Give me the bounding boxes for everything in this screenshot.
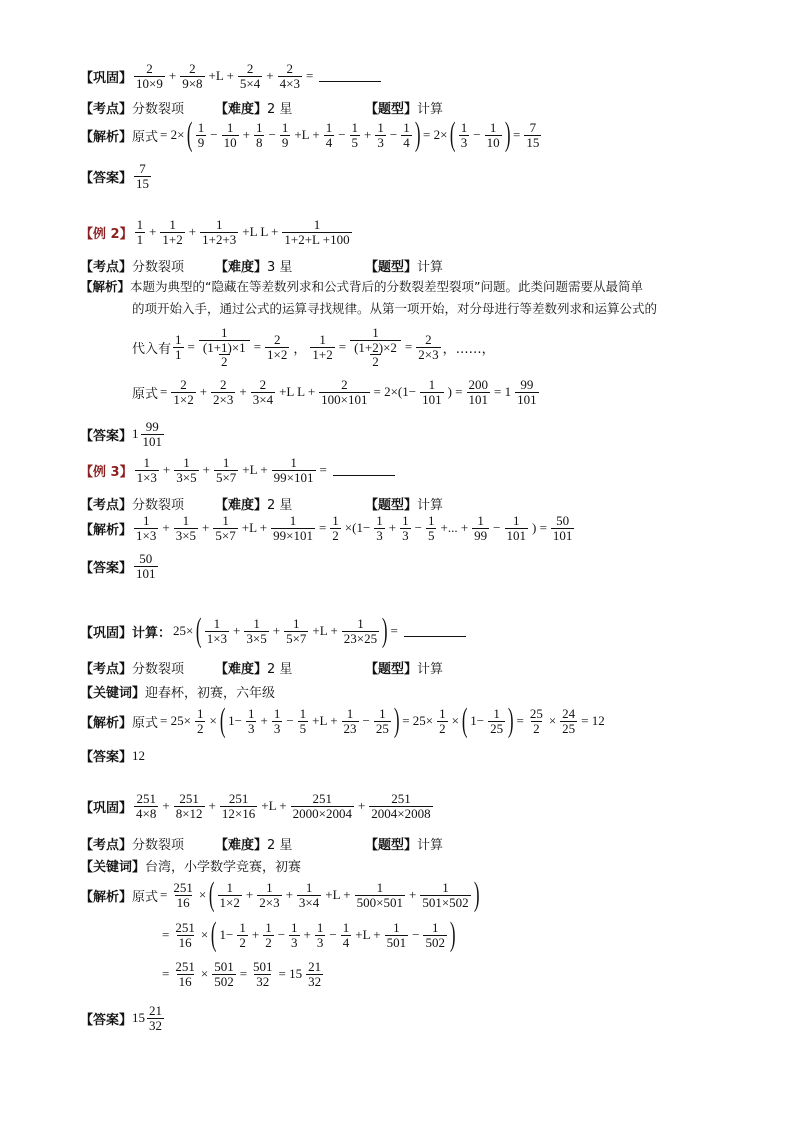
analysis: 【解析】 原式 = 25× $\frac{1}{2}$ × ( 1− $\frac{1}{3}$ + $\frac{1}{3}$ − $\frac{1}{5}$ +L + $\frac{1}{23}$ − $\frac{1}{25}$ ) = 25× $\frac{1}{2}$ × ( 1− $\frac{1}{25}$ ) = $\frac{25}{2}$ × $\frac{24}{25}$ = 12 — [80, 702, 605, 739]
keywords-row: 【关键词】 迎春杯，初赛，六年级 — [80, 682, 275, 701]
analysis-text: 【解析】本题为典型的“隐藏在等差数列求和公式背后的分数裂差型裂项”问题。此类问题需要从最简单 的项开始入手，通过公式的运算寻找规律。从第一项开始，对分母进行等差数列求和运算公式的 — [80, 279, 658, 316]
answer-blank — [319, 71, 381, 82]
meta-row: 【考点】分数裂项 【难度】3 星 【题型】计算 — [80, 260, 444, 275]
keywords-row: 【关键词】 台湾，小学数学竞赛，初赛 — [80, 860, 302, 875]
analysis-substitution: 代入有 $\frac{1}{1}$ = $\frac{1}{\frac{(1+1)\times 1}{2}}$ = $\frac{2}{1\times 2}$ ， $\frac{1}{1+2}$ = $\frac{1}{\frac{(1+2)\times 2}{2}}$ = $\frac{2}{2\times 3}$ ，……， — [132, 325, 495, 370]
tixing-value: 计算 — [417, 102, 444, 117]
analysis-line-3: = $\frac{251}{16}$ × $\frac{501}{502}$ = $\frac{501}{32}$ = 15 $\frac{21}{32}$ — [162, 959, 322, 989]
problem-gonggu-2: 【巩固】 计算： 25× ( $\frac{1}{1\times 3}$ + $\frac{1}{3\times 5}$ + $\frac{1}{5\times 7}$ +L + $\frac{1}{23\times 25}$ ) = — [80, 614, 466, 648]
label-example-2: 【例 2】 — [80, 226, 133, 242]
answer-row: 【答案】 15 $\frac{21}{32}$ — [80, 1003, 163, 1033]
expression: $\frac{2}{10\times 9}$ + $\frac{2}{9\times 8}$ +L + $\frac{2}{5\times 4}$ + $\frac{2}{4\times 3}$ = — [132, 62, 381, 90]
keywords: 迎春杯，初赛，六年级 — [145, 686, 276, 701]
analysis-result: 原式 = $\frac{2}{1\times 2}$ + $\frac{2}{2\times 3}$ + $\frac{2}{3\times 4}$ +L L + $\frac{2}{100\times 101}$ = 2×(1− $\frac{1}{101}$ ) = $\frac{200}{101}$ = 1 $\frac{99}{101}$ — [132, 377, 537, 407]
problem-example-3: 【例 3】 $\frac{1}{1\times 3}$ + $\frac{1}{3\times 5}$ + $\frac{1}{5\times 7}$ +L + $\frac{1}{99\times 101}$ = — [80, 456, 395, 484]
difficulty-value: 2 星 — [267, 102, 293, 117]
answer-row: 【答案】 $\frac{7}{15}$ — [80, 161, 150, 191]
problem-example-2: 【例 2】 $\frac{1}{1}$ + $\frac{1}{1+2}$ + $\frac{1}{1+2+3}$ +L L + $\frac{1}{1+2+L +100}$ — [80, 217, 350, 247]
answer-value: 12 — [132, 747, 146, 763]
analysis-line-2: = $\frac{251}{16}$ × ( 1− $\frac{1}{2}$ + $\frac{1}{2}$ − $\frac{1}{3}$ + $\frac{1}{3}$ − $\frac{1}{4}$ +L + $\frac{1}{501}$ − $\frac{1}{502}$ ) — [162, 916, 456, 953]
answer-row: 【答案】 1 $\frac{99}{101}$ — [80, 419, 163, 449]
problem-gonggu-1 — [80, 62, 381, 90]
problem-gonggu-3: 【巩固】 $\frac{251}{4\times 8}$ + $\frac{251}{8\times 12}$ + $\frac{251}{12\times 16}$ +L + $\frac{251}{2000\times 2004}$ + $\frac{251}{2004\times 2008}$ — [80, 791, 431, 821]
kaodian-value: 分数裂项 — [132, 102, 185, 117]
label-gonggu: 【巩固】 — [80, 70, 133, 86]
meta-row: 【考点】分数裂项 【难度】2 星 【题型】计算 — [80, 662, 444, 677]
analysis-line-1: 【解析】 原式 = $\frac{251}{16}$ × ( $\frac{1}{1\times 2}$ + $\frac{1}{2\times 3}$ + $\frac{1}{3\times 4}$ +L + $\frac{1}{500\times 501}$ + $\frac{1}{501\times 502}$ ) — [80, 876, 480, 913]
answer-row: 【答案】 $\frac{50}{101}$ — [80, 551, 156, 581]
label-example-3: 【例 3】 — [80, 464, 133, 480]
meta-row: 【考点】分数裂项 【难度】2 星 【题型】计算 — [80, 498, 444, 513]
analysis: 【解析】 原式 = 2× ( $\frac{1}{9}$ − $\frac{1}{10}$ + $\frac{1}{8}$ − $\frac{1}{9}$ +L + $\frac{1}{4}$ − $\frac{1}{5}$ + $\frac{1}{3}$ − $\frac{1}{4}$ ) = 2× ( $\frac{1}{3}$ − $\frac{1}{10}$ ) = $\frac{7}{15}$ — [80, 116, 540, 153]
meta-row: 【考点】分数裂项 【难度】2 星 【题型】计算 — [80, 102, 444, 117]
analysis: 【解析】 $\frac{1}{1\times 3}$ + $\frac{1}{3\times 5}$ + $\frac{1}{5\times 7}$ +L + $\frac{1}{99\times 101}$ = $\frac{1}{2}$ ×(1− $\frac{1}{3}$ + $\frac{1}{3}$ − $\frac{1}{5}$ +... + $\frac{1}{99}$ − $\frac{1}{101}$ ) = $\frac{50}{101}$ — [80, 513, 573, 543]
answer-row: 【答案】 12 — [80, 747, 146, 765]
meta-row: 【考点】分数裂项 【难度】2 星 【题型】计算 — [80, 838, 444, 853]
